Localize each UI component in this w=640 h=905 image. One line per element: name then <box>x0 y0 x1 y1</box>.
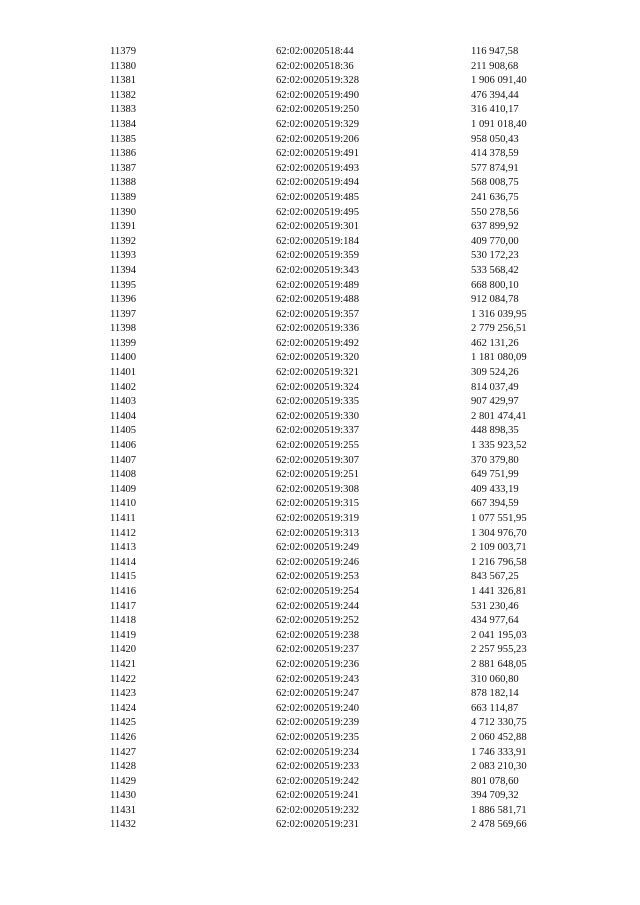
cadastral-number: 62:02:0020519:324 <box>276 381 359 393</box>
table-row <box>110 133 561 148</box>
table-row <box>110 775 561 790</box>
row-number: 11398 <box>110 323 137 335</box>
cadastral-value: 531 230,46 <box>471 600 519 612</box>
cadastral-number: 62:02:0020519:308 <box>276 483 359 495</box>
table-row <box>110 570 561 585</box>
table-row <box>110 381 561 396</box>
cadastral-value: 309 524,26 <box>471 367 519 379</box>
table-row <box>110 74 561 89</box>
table-row <box>110 351 561 366</box>
table-row <box>110 804 561 819</box>
cadastral-number: 62:02:0020519:206 <box>276 133 359 145</box>
cadastral-value: 530 172,23 <box>471 250 519 262</box>
row-number: 11412 <box>110 527 137 539</box>
cadastral-number: 62:02:0020518:44 <box>276 46 354 57</box>
cadastral-value: 2 478 569,66 <box>471 819 527 831</box>
cadastral-value: 958 050,43 <box>471 133 519 145</box>
row-number: 11404 <box>110 410 137 422</box>
cadastral-value: 1 077 551,95 <box>471 513 527 524</box>
cadastral-value: 1 886 581,71 <box>471 804 527 816</box>
cadastral-value: 462 131,26 <box>471 337 519 349</box>
table-row <box>110 220 561 235</box>
cadastral-number: 62:02:0020519:233 <box>276 761 359 773</box>
cadastral-number: 62:02:0020519:238 <box>276 629 359 641</box>
cadastral-value: 2 109 003,71 <box>471 542 527 554</box>
cadastral-number: 62:02:0020519:328 <box>276 75 359 87</box>
table-row <box>110 249 561 264</box>
cadastral-number: 62:02:0020519:492 <box>276 337 359 349</box>
table-row <box>110 235 561 250</box>
table-row <box>110 191 561 206</box>
cadastral-number: 62:02:0020519:232 <box>276 804 359 816</box>
row-number: 11382 <box>110 89 137 101</box>
cadastral-value: 667 394,59 <box>471 498 519 510</box>
cadastral-value: 1 304 976,70 <box>471 527 527 539</box>
cadastral-value: 1 316 039,95 <box>471 308 527 320</box>
row-number: 11425 <box>110 717 137 729</box>
row-number: 11423 <box>110 688 137 700</box>
row-number: 11395 <box>110 279 137 291</box>
table-row <box>110 279 561 294</box>
row-number: 11432 <box>110 819 137 831</box>
cadastral-number: 62:02:0020519:244 <box>276 600 359 612</box>
cadastral-value: 814 037,49 <box>471 381 519 393</box>
row-number: 11400 <box>110 352 137 364</box>
row-number: 11387 <box>110 162 137 174</box>
row-number: 11427 <box>110 746 137 758</box>
cadastral-value: 434 977,64 <box>471 615 519 627</box>
cadastral-value: 577 874,91 <box>471 162 519 174</box>
table-row <box>110 497 561 512</box>
cadastral-number: 62:02:0020519:249 <box>276 542 359 554</box>
table-row <box>110 89 561 104</box>
row-number: 11411 <box>110 513 136 524</box>
table-row <box>110 60 561 75</box>
cadastral-number: 62:02:0020519:247 <box>276 688 359 700</box>
table-row <box>110 585 561 600</box>
cadastral-value: 1 091 018,40 <box>471 118 527 130</box>
table-row <box>110 454 561 469</box>
row-number: 11422 <box>110 673 137 685</box>
cadastral-value: 310 060,80 <box>471 673 519 685</box>
cadastral-number: 62:02:0020519:234 <box>276 746 359 758</box>
table-row <box>110 818 561 833</box>
table-row <box>110 468 561 483</box>
row-number: 11413 <box>110 542 137 554</box>
table-row <box>110 103 561 118</box>
table-row <box>110 322 561 337</box>
cadastral-number: 62:02:0020519:252 <box>276 615 359 627</box>
cadastral-number: 62:02:0020519:235 <box>276 731 359 743</box>
cadastral-number: 62:02:0020519:241 <box>276 790 359 802</box>
row-number: 11388 <box>110 177 137 189</box>
row-number: 11431 <box>110 804 137 816</box>
cadastral-number: 62:02:0020519:335 <box>276 396 359 408</box>
cadastral-value: 649 751,99 <box>471 469 519 481</box>
row-number: 11415 <box>110 571 137 583</box>
cadastral-number: 62:02:0020519:343 <box>276 264 359 276</box>
row-number: 11392 <box>110 235 137 247</box>
cadastral-number: 62:02:0020519:315 <box>276 498 359 510</box>
cadastral-value: 2 257 955,23 <box>471 644 527 656</box>
cadastral-number: 62:02:0020519:337 <box>276 425 359 437</box>
cadastral-value: 394 709,32 <box>471 790 519 802</box>
row-number: 11429 <box>110 775 137 787</box>
table-row <box>110 395 561 410</box>
cadastral-number: 62:02:0020519:237 <box>276 644 359 656</box>
row-number: 11421 <box>110 658 137 670</box>
cadastral-value: 414 378,59 <box>471 148 519 160</box>
table-row <box>110 45 561 60</box>
cadastral-value: 637 899,92 <box>471 221 519 233</box>
row-number: 11428 <box>110 761 137 773</box>
table-row <box>110 673 561 688</box>
table-row <box>110 731 561 746</box>
cadastral-number: 62:02:0020519:313 <box>276 527 359 539</box>
table-row <box>110 293 561 308</box>
row-number: 11397 <box>110 308 137 320</box>
row-number: 11418 <box>110 615 137 627</box>
cadastral-value: 2 041 195,03 <box>471 629 527 641</box>
row-number: 11385 <box>110 133 137 145</box>
cadastral-number: 62:02:0020519:319 <box>276 513 359 524</box>
cadastral-number: 62:02:0020519:301 <box>276 221 359 233</box>
row-number: 11410 <box>110 498 137 510</box>
table-row <box>110 147 561 162</box>
cadastral-number: 62:02:0020519:490 <box>276 89 359 101</box>
cadastral-value: 116 947,58 <box>471 46 519 57</box>
cadastral-number: 62:02:0020519:254 <box>276 585 359 597</box>
cadastral-number: 62:02:0020519:253 <box>276 571 359 583</box>
cadastral-value: 2 060 452,88 <box>471 731 527 743</box>
cadastral-value: 4 712 330,75 <box>471 717 527 729</box>
cadastral-number: 62:02:0020519:489 <box>276 279 359 291</box>
table-row <box>110 206 561 221</box>
table-row <box>110 410 561 425</box>
cadastral-value: 2 083 210,30 <box>471 761 527 773</box>
cadastral-number: 62:02:0020519:357 <box>276 308 359 320</box>
cadastral-value: 241 636,75 <box>471 191 519 203</box>
table-row <box>110 162 561 177</box>
cadastral-number: 62:02:0020519:246 <box>276 556 359 568</box>
table-row <box>110 483 561 498</box>
row-number: 11416 <box>110 585 137 597</box>
table-row <box>110 541 561 556</box>
cadastral-value: 801 078,60 <box>471 775 519 787</box>
row-number: 11399 <box>110 337 137 349</box>
cadastral-number: 62:02:0020519:243 <box>276 673 359 685</box>
cadastral-number: 62:02:0020519:307 <box>276 454 359 466</box>
cadastral-value: 2 779 256,51 <box>471 323 527 335</box>
table-row <box>110 687 561 702</box>
row-number: 11420 <box>110 644 137 656</box>
table-row <box>110 527 561 542</box>
row-number: 11386 <box>110 148 137 160</box>
cadastral-value: 409 433,19 <box>471 483 519 495</box>
table-row <box>110 702 561 717</box>
table-row <box>110 614 561 629</box>
cadastral-number: 62:02:0020519:336 <box>276 323 359 335</box>
cadastral-number: 62:02:0020519:239 <box>276 717 359 729</box>
cadastral-value: 663 114,87 <box>471 702 519 714</box>
cadastral-value: 668 800,10 <box>471 279 519 291</box>
table-row <box>110 658 561 673</box>
cadastral-number: 62:02:0020519:242 <box>276 775 359 787</box>
cadastral-value: 1 335 923,52 <box>471 440 527 452</box>
cadastral-value-table <box>110 45 561 833</box>
cadastral-value: 409 770,00 <box>471 235 519 247</box>
cadastral-number: 62:02:0020519:231 <box>276 819 359 831</box>
cadastral-value: 843 567,25 <box>471 571 519 583</box>
cadastral-value: 2 881 648,05 <box>471 658 527 670</box>
table-row <box>110 556 561 571</box>
row-number: 11430 <box>110 790 137 802</box>
cadastral-value: 568 008,75 <box>471 177 519 189</box>
cadastral-value: 476 394,44 <box>471 89 519 101</box>
cadastral-number: 62:02:0020519:494 <box>276 177 359 189</box>
row-number: 11405 <box>110 425 137 437</box>
row-number: 11391 <box>110 221 137 233</box>
cadastral-value: 878 182,14 <box>471 688 519 700</box>
cadastral-number: 62:02:0020519:321 <box>276 367 359 379</box>
row-number: 11426 <box>110 731 137 743</box>
cadastral-value: 211 908,68 <box>471 60 519 72</box>
cadastral-number: 62:02:0020519:240 <box>276 702 359 714</box>
cadastral-number: 62:02:0020519:495 <box>276 206 359 218</box>
row-number: 11403 <box>110 396 137 408</box>
row-number: 11402 <box>110 381 137 393</box>
row-number: 11390 <box>110 206 137 218</box>
row-number: 11379 <box>110 46 137 57</box>
row-number: 11396 <box>110 294 137 306</box>
cadastral-number: 62:02:0020519:250 <box>276 104 359 116</box>
cadastral-value: 1 441 326,81 <box>471 585 527 597</box>
cadastral-value: 1 746 333,91 <box>471 746 527 758</box>
cadastral-value: 550 278,56 <box>471 206 519 218</box>
table-row <box>110 789 561 804</box>
table-row <box>110 337 561 352</box>
row-number: 11383 <box>110 104 137 116</box>
row-number: 11406 <box>110 440 137 452</box>
cadastral-number: 62:02:0020519:488 <box>276 294 359 306</box>
cadastral-value: 912 084,78 <box>471 294 519 306</box>
table-row <box>110 746 561 761</box>
cadastral-number: 62:02:0020519:491 <box>276 148 359 160</box>
table-row <box>110 512 561 527</box>
row-number: 11394 <box>110 264 137 276</box>
row-number: 11424 <box>110 702 137 714</box>
cadastral-number: 62:02:0020519:236 <box>276 658 359 670</box>
table-row <box>110 629 561 644</box>
row-number: 11409 <box>110 483 137 495</box>
cadastral-number: 62:02:0020518:36 <box>276 60 354 72</box>
cadastral-value: 1 181 080,09 <box>471 352 527 364</box>
table-row <box>110 600 561 615</box>
cadastral-number: 62:02:0020519:329 <box>276 118 359 130</box>
cadastral-number: 62:02:0020519:359 <box>276 250 359 262</box>
row-number: 11401 <box>110 367 137 379</box>
cadastral-number: 62:02:0020519:255 <box>276 440 359 452</box>
cadastral-value: 316 410,17 <box>471 104 519 116</box>
cadastral-number: 62:02:0020519:485 <box>276 191 359 203</box>
table-row <box>110 716 561 731</box>
row-number: 11419 <box>110 629 137 641</box>
cadastral-value: 2 801 474,41 <box>471 410 527 422</box>
table-row <box>110 366 561 381</box>
table-row <box>110 439 561 454</box>
row-number: 11384 <box>110 118 137 130</box>
row-number: 11393 <box>110 250 137 262</box>
cadastral-value: 1 906 091,40 <box>471 75 527 87</box>
table-row <box>110 643 561 658</box>
cadastral-value: 907 429,97 <box>471 396 519 408</box>
cadastral-number: 62:02:0020519:251 <box>276 469 359 481</box>
cadastral-number: 62:02:0020519:320 <box>276 352 359 364</box>
row-number: 11407 <box>110 454 137 466</box>
cadastral-value: 1 216 796,58 <box>471 556 527 568</box>
table-row <box>110 424 561 439</box>
table-body <box>110 45 561 833</box>
table-row <box>110 176 561 191</box>
cadastral-value: 533 568,42 <box>471 264 519 276</box>
row-number: 11417 <box>110 600 137 612</box>
row-number: 11414 <box>110 556 137 568</box>
table-row <box>110 308 561 323</box>
table-row <box>110 760 561 775</box>
row-number: 11389 <box>110 191 137 203</box>
cadastral-number: 62:02:0020519:493 <box>276 162 359 174</box>
table-row <box>110 118 561 133</box>
cadastral-number: 62:02:0020519:184 <box>276 235 359 247</box>
cadastral-value: 370 379,80 <box>471 454 519 466</box>
cadastral-number: 62:02:0020519:330 <box>276 410 359 422</box>
row-number: 11380 <box>110 60 137 72</box>
row-number: 11408 <box>110 469 137 481</box>
row-number: 11381 <box>110 75 137 87</box>
cadastral-value: 448 898,35 <box>471 425 519 437</box>
table-row <box>110 264 561 279</box>
